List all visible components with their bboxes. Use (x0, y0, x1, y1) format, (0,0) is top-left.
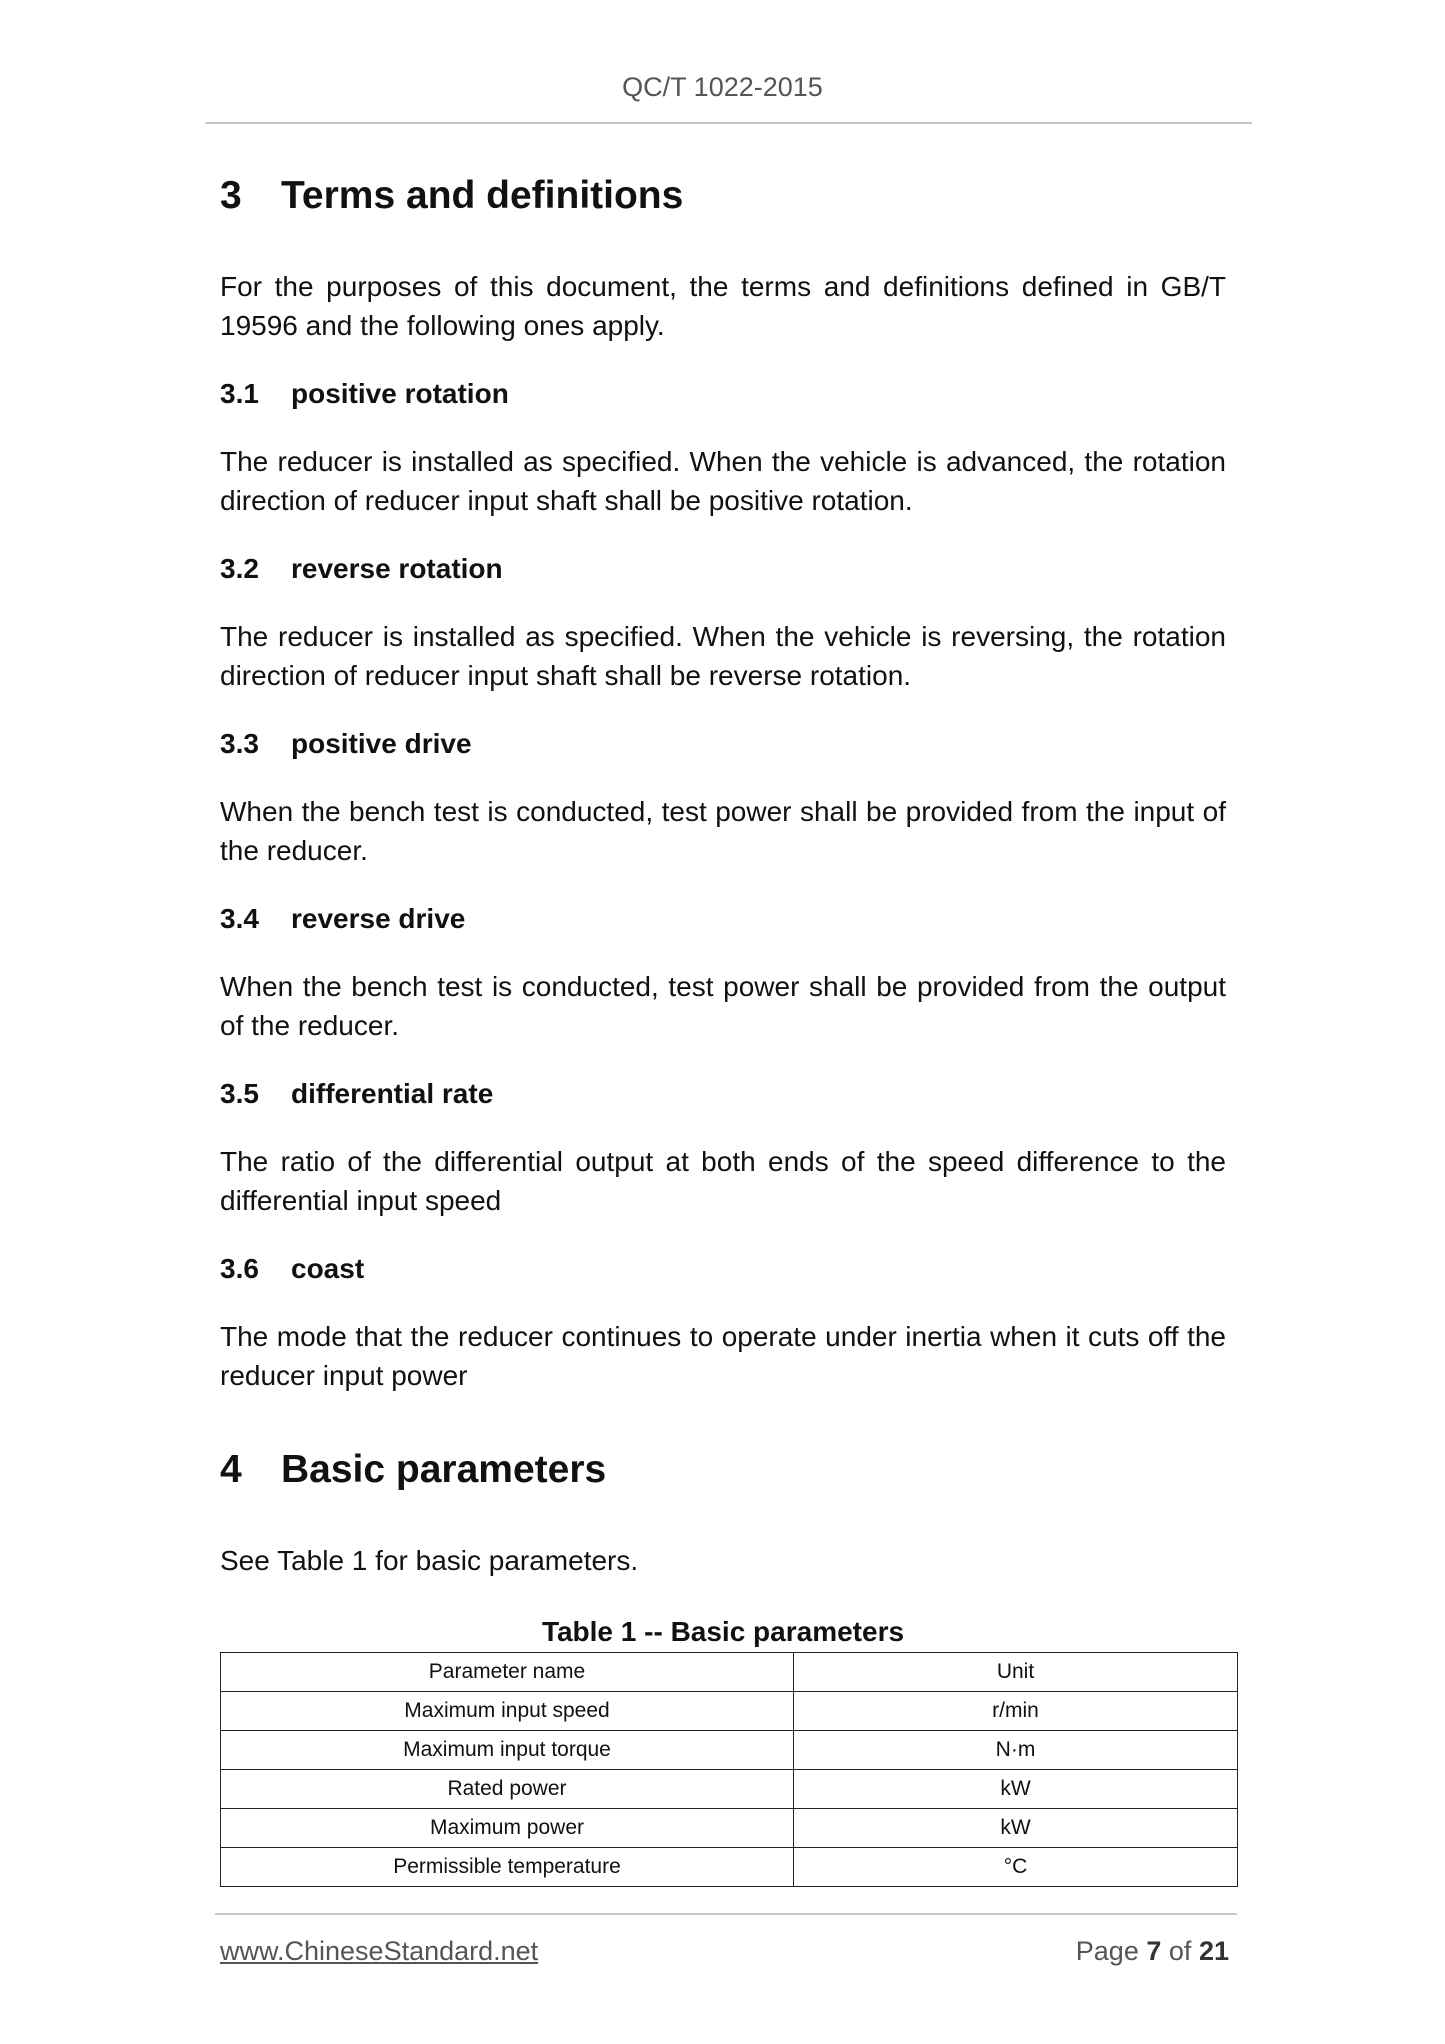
page-label: Page (1075, 1936, 1139, 1966)
section-3-heading (220, 171, 1226, 221)
term-3-4 (220, 899, 1226, 1045)
section-title: Basic parameters (281, 1448, 607, 1491)
section-4-heading (220, 1445, 1226, 1495)
header-divider (205, 122, 1252, 124)
table-row (221, 1692, 1238, 1731)
term-number: 3.1 (220, 378, 259, 409)
unit-cell: kW (794, 1770, 1238, 1809)
basic-parameters-table (220, 1652, 1238, 1887)
term-heading (220, 899, 1226, 938)
term-3-2 (220, 549, 1226, 695)
table-row (221, 1731, 1238, 1770)
page-of-label: of (1168, 1936, 1192, 1966)
total-pages: 21 (1198, 1936, 1229, 1966)
term-3-3 (220, 724, 1226, 870)
term-number: 3.5 (220, 1078, 259, 1109)
page-number (1076, 1936, 1229, 1967)
term-number: 3.6 (220, 1253, 259, 1284)
section-3-intro: For the purposes of this document, the terms and definitions defined in GB/T 19596 and the following ones apply. (220, 271, 1226, 341)
section-number: 4 (220, 1448, 242, 1491)
term-definition: When the bench test is conducted, test power shall be provided from the input of the reducer. (220, 796, 1226, 866)
parameter-name-cell: Maximum input speed (221, 1692, 794, 1731)
term-title: reverse drive (291, 903, 466, 934)
unit-cell: °C (794, 1848, 1238, 1887)
term-number: 3.2 (220, 553, 259, 584)
term-heading (220, 1249, 1226, 1288)
section-number: 3 (220, 174, 242, 217)
term-definition: The reducer is installed as specified. When the vehicle is reversing, the rotation direction of reducer input shaft shall be reverse rotation. (220, 621, 1226, 691)
table-row (221, 1809, 1238, 1848)
term-definition: When the bench test is conducted, test power shall be provided from the output of the reducer. (220, 971, 1226, 1041)
term-definition: The mode that the reducer continues to operate under inertia when it cuts off the reducer input power (220, 1321, 1226, 1391)
column-header-parameter: Parameter name (221, 1653, 794, 1692)
term-heading (220, 374, 1226, 413)
unit-cell: kW (794, 1809, 1238, 1848)
term-heading (220, 724, 1226, 763)
table-caption: Table 1 -- Basic parameters (541, 1616, 905, 1647)
term-title: reverse rotation (291, 553, 503, 584)
term-definition: The ratio of the differential output at both ends of the speed difference to the differential input speed (220, 1146, 1226, 1216)
page-content (220, 160, 1226, 1887)
term-title: positive drive (291, 728, 472, 759)
unit-cell: r/min (794, 1692, 1238, 1731)
column-header-unit: Unit (794, 1653, 1238, 1692)
term-3-6 (220, 1249, 1226, 1395)
parameter-name-cell: Maximum input torque (221, 1731, 794, 1770)
section-4-intro: See Table 1 for basic parameters. (220, 1545, 639, 1576)
term-3-5 (220, 1074, 1226, 1220)
unit-cell: N·m (794, 1731, 1238, 1770)
term-title: differential rate (291, 1078, 494, 1109)
term-heading (220, 1074, 1226, 1113)
current-page: 7 (1146, 1936, 1162, 1966)
term-number: 3.3 (220, 728, 259, 759)
table-header-row (221, 1653, 1238, 1692)
term-definition: The reducer is installed as specified. When the vehicle is advanced, the rotation direction of reducer input shaft shall be positive rotation. (220, 446, 1226, 516)
parameter-name-cell: Rated power (221, 1770, 794, 1809)
table-row (221, 1848, 1238, 1887)
parameter-name-cell: Maximum power (221, 1809, 794, 1848)
website-link[interactable]: www.ChineseStandard.net (220, 1936, 539, 1966)
document-code-header: QC/T 1022-2015 (622, 72, 823, 102)
term-title: coast (291, 1253, 365, 1284)
table-row (221, 1770, 1238, 1809)
term-heading (220, 549, 1226, 588)
term-title: positive rotation (291, 378, 509, 409)
footer-divider (215, 1913, 1237, 1915)
parameter-name-cell: Permissible temperature (221, 1848, 794, 1887)
term-number: 3.4 (220, 903, 259, 934)
term-3-1 (220, 374, 1226, 520)
section-title: Terms and definitions (281, 174, 684, 217)
